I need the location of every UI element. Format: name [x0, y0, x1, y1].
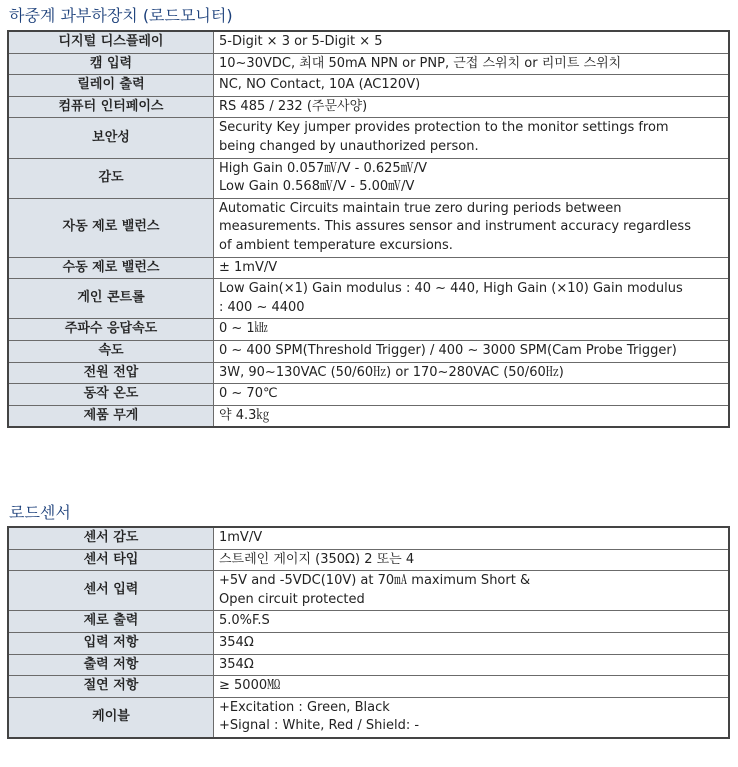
table-row: [8, 158, 729, 198]
table-row: [8, 697, 729, 738]
spec-value: 10~30VDC, 최대 50mA NPN or PNP, 근접 스위치 or 리미트 스위치: [214, 53, 730, 75]
table-row: [8, 676, 729, 698]
table-row: [8, 654, 729, 676]
spec-value: 5.0%F.S: [214, 611, 730, 633]
table-row: [8, 549, 729, 571]
table-row: [8, 340, 729, 362]
spec-value: ≥ 5000㏁: [214, 676, 730, 698]
spec-value: 354Ω: [214, 632, 730, 654]
spec-label: 출력 저항: [8, 654, 214, 676]
spec-label: 전원 전압: [8, 362, 214, 384]
spec-value: NC, NO Contact, 10A (AC120V): [214, 75, 730, 97]
spec-value: 0 ~ 1㎑: [214, 319, 730, 341]
load-monitor-spec-table: [7, 30, 730, 428]
spec-label: 제로 출력: [8, 611, 214, 633]
spec-value: Automatic Circuits maintain true zero during periods between measurements. This assures sensor and instrument accuracy regardless of ambient temperature excursions.: [214, 198, 730, 257]
spec-label: 수동 제로 밸런스: [8, 257, 214, 279]
spec-value: 약 4.3㎏: [214, 405, 730, 427]
table-row: [8, 632, 729, 654]
spec-value: Low Gain(×1) Gain modulus : 40 ~ 440, High Gain (×10) Gain modulus : 400 ~ 4400: [214, 279, 730, 319]
spec-value: 0 ~ 400 SPM(Threshold Trigger) / 400 ~ 3000 SPM(Cam Probe Trigger): [214, 340, 730, 362]
spec-label: 센서 감도: [8, 527, 214, 549]
spec-value: 0 ~ 70℃: [214, 384, 730, 406]
table-row: [8, 118, 729, 158]
table-row: [8, 362, 729, 384]
spec-label: 주파수 응답속도: [8, 319, 214, 341]
spec-label: 자동 제로 밸런스: [8, 198, 214, 257]
table-row: [8, 611, 729, 633]
spec-value: 스트레인 게이지 (350Ω) 2 또는 4: [214, 549, 730, 571]
spec-label: 컴퓨터 인터페이스: [8, 96, 214, 118]
load-sensor-title: 로드센서: [9, 503, 71, 522]
table-row: [8, 257, 729, 279]
spec-label: 감도: [8, 158, 214, 198]
spec-label: 릴레이 출력: [8, 75, 214, 97]
spec-label: 속도: [8, 340, 214, 362]
spec-value: 1mV/V: [214, 527, 730, 549]
table-row: [8, 75, 729, 97]
table-row: [8, 384, 729, 406]
table-row: [8, 527, 729, 549]
spec-label: 센서 입력: [8, 571, 214, 611]
table-row: [8, 96, 729, 118]
load-monitor-title: 하중계 과부하장치 (로드모니터): [9, 6, 233, 25]
table-row: [8, 405, 729, 427]
load-sensor-spec-table: [7, 526, 730, 739]
spec-label: 제품 무게: [8, 405, 214, 427]
spec-value: 354Ω: [214, 654, 730, 676]
table-row: [8, 319, 729, 341]
spec-value: ± 1mV/V: [214, 257, 730, 279]
spec-label: 입력 저항: [8, 632, 214, 654]
spec-value: High Gain 0.057㎷/V - 0.625㎷/V Low Gain 0.568㎷/V - 5.00㎷/V: [214, 158, 730, 198]
table-row: [8, 571, 729, 611]
table-row: [8, 31, 729, 53]
table-row: [8, 198, 729, 257]
spec-label: 센서 타입: [8, 549, 214, 571]
spec-value: +5V and -5VDC(10V) at 70㎃ maximum Short & Open circuit protected: [214, 571, 730, 611]
table-row: [8, 279, 729, 319]
spec-value: 3W, 90~130VAC (50/60㎐) or 170~280VAC (50/60㎐): [214, 362, 730, 384]
spec-label: 게인 콘트롤: [8, 279, 214, 319]
spec-label: 보안성: [8, 118, 214, 158]
spec-value: Security Key jumper provides protection to the monitor settings from being changed by unauthorized person.: [214, 118, 730, 158]
table-row: [8, 53, 729, 75]
spec-value: +Excitation : Green, Black +Signal : White, Red / Shield: -: [214, 697, 730, 738]
spec-label: 캠 입력: [8, 53, 214, 75]
spec-label: 디지털 디스플레이: [8, 31, 214, 53]
spec-label: 절연 저항: [8, 676, 214, 698]
spec-value: RS 485 / 232 (주문사양): [214, 96, 730, 118]
spec-label: 케이블: [8, 697, 214, 738]
spec-label: 동작 온도: [8, 384, 214, 406]
spec-value: 5-Digit × 3 or 5-Digit × 5: [214, 31, 730, 53]
